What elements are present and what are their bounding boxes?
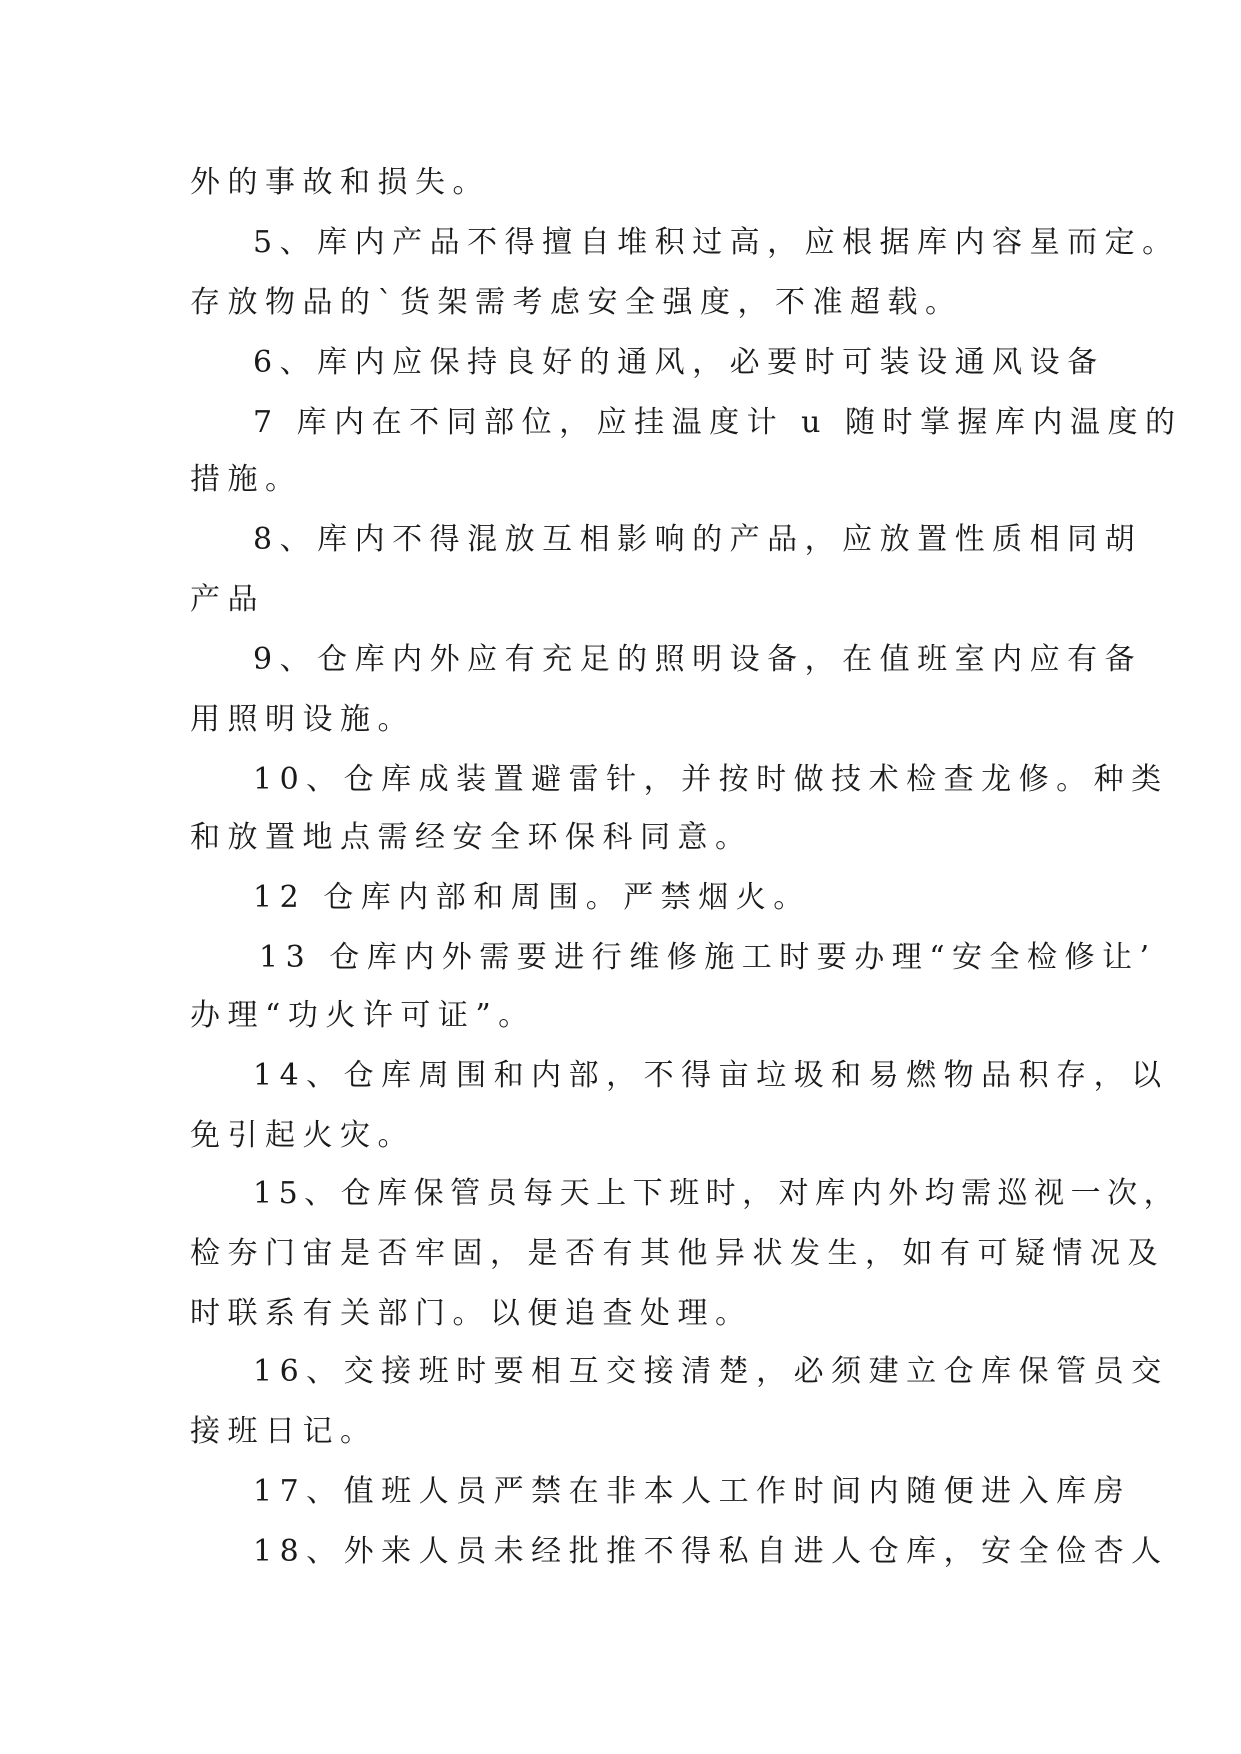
text-line: 12 仓库内部和周围。严禁烟火。 — [253, 880, 811, 915]
text-line: 5、库内产品不得擅自堆积过高，应根据库内容星而定。 — [253, 225, 1180, 260]
text-line: 用照明设施。 — [190, 702, 415, 737]
text-line: 13 仓库内外需要进行维修施工时要办理“安全检修让’ — [259, 940, 1157, 975]
text-line: 外的事故和损失。 — [190, 165, 490, 200]
text-line: 办理“功火许可证”。 — [190, 998, 536, 1033]
text-line: 18、外来人员未经批推不得私自进人仓库，安全俭杏人 — [253, 1534, 1169, 1569]
text-line: 免引起火灾。 — [190, 1118, 415, 1153]
text-line: 14、仓库周围和内部，不得亩垃圾和易燃物品积存，以 — [253, 1058, 1169, 1093]
text-line: 16、交接班时要相互交接清楚，必须建立仓库保管员交 — [253, 1354, 1169, 1389]
text-line: 10、仓库成装置避雷针，并按时做技术检查龙修。种类 — [253, 762, 1169, 797]
text-line: 和放置地点需经安全环保科同意。 — [190, 820, 753, 855]
text-line: 措施。 — [190, 462, 303, 497]
text-line: 接班日记。 — [190, 1414, 378, 1449]
text-line: 8、库内不得混放互相影响的产品，应放置性质相同胡 — [253, 522, 1143, 557]
text-line: 检夯门宙是否牢固，是否有其他异状发生，如有可疑情况及 — [190, 1236, 1165, 1271]
text-line: 9、仓库内外应有充足的照明设备，在值班室内应有备 — [253, 642, 1143, 677]
text-line: 7 库内在不同部位，应挂温度计 u 随时掌握库内温度的 — [253, 405, 1183, 440]
text-line: 产品 — [190, 582, 265, 617]
text-line: 6、库内应保持良好的通风，必要时可装设通风设备 — [253, 345, 1105, 380]
text-line: 15、仓库保管员每天上下班时，对库内外均需巡视一次， — [253, 1176, 1181, 1211]
text-line: 存放物品的`货架需考虑安全强度，不准超载。 — [190, 285, 963, 320]
text-line: 17、值班人员严禁在非本人工作时间内随便进入库房 — [253, 1474, 1132, 1509]
text-line: 时联系有关部门。以便追查处理。 — [190, 1296, 753, 1331]
